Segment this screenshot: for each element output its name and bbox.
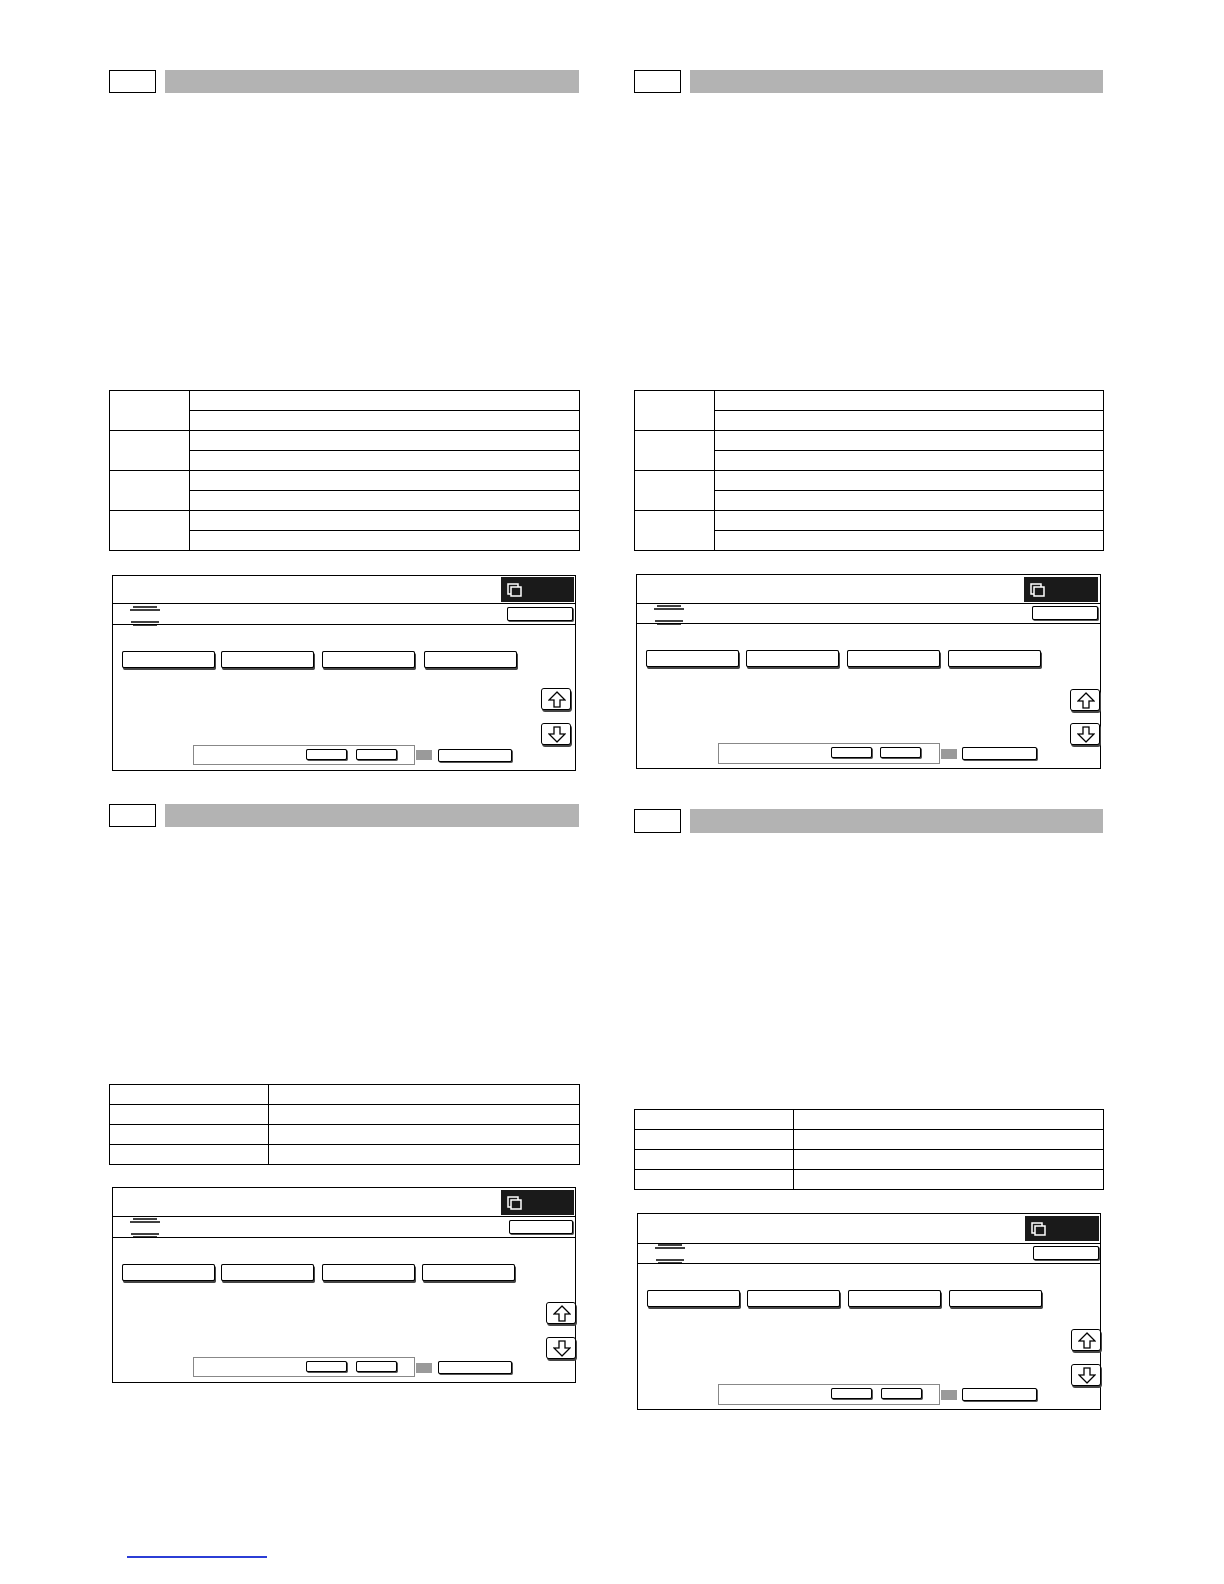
- table-cell: [269, 1085, 580, 1105]
- scroll-down-button[interactable]: [1071, 1364, 1101, 1386]
- tab-4[interactable]: [949, 1290, 1042, 1307]
- ok-button[interactable]: [509, 1220, 573, 1234]
- table-cell: [715, 391, 1104, 411]
- copy-mode-badge: [501, 577, 574, 602]
- simulation-screen: [112, 1187, 576, 1383]
- execute-button[interactable]: [962, 1388, 1037, 1401]
- execute-button[interactable]: [438, 1361, 512, 1374]
- tab-3[interactable]: [847, 650, 940, 667]
- increase-button[interactable]: [356, 1361, 397, 1372]
- settings-table: [109, 1084, 580, 1165]
- table-row: [110, 471, 580, 491]
- tab-1[interactable]: [122, 1264, 215, 1281]
- scroll-down-button[interactable]: [541, 723, 571, 745]
- arrow-up-icon: [1077, 692, 1095, 709]
- table-cell: [715, 491, 1104, 511]
- table-row: [635, 1110, 1104, 1130]
- decrease-button[interactable]: [831, 1388, 872, 1399]
- increase-button[interactable]: [881, 1388, 922, 1399]
- simulation-screen: [636, 574, 1101, 769]
- table-cell: [715, 531, 1104, 551]
- tab-4[interactable]: [422, 1264, 515, 1281]
- tab-4[interactable]: [424, 651, 517, 668]
- section-title-bar: [165, 804, 579, 827]
- section-code-box: [109, 70, 156, 93]
- table-cell: [110, 1145, 269, 1165]
- table-cell: [715, 471, 1104, 491]
- settings-table: [109, 390, 580, 551]
- copy-mode-badge: [1024, 577, 1098, 602]
- table-cell: [635, 1170, 794, 1190]
- connector-bar: [941, 1390, 957, 1400]
- copy-icon: [1030, 583, 1046, 597]
- connector-bar: [941, 749, 957, 759]
- table-cell: [635, 1110, 794, 1130]
- table-cell: [794, 1170, 1104, 1190]
- copy-mode-badge: [501, 1190, 574, 1215]
- table-cell: [715, 511, 1104, 531]
- tab-3[interactable]: [322, 1264, 415, 1281]
- table-row: [110, 1105, 580, 1125]
- increase-button[interactable]: [356, 749, 397, 760]
- table-cell: [635, 1130, 794, 1150]
- table-cell: [269, 1145, 580, 1165]
- scroll-up-button[interactable]: [546, 1302, 576, 1324]
- tab-3[interactable]: [322, 651, 415, 668]
- table-cell: [190, 471, 580, 491]
- table-cell: [794, 1150, 1104, 1170]
- table-row: [635, 511, 1104, 531]
- table-row: [635, 391, 1104, 411]
- tab-1[interactable]: [122, 651, 215, 668]
- footer-link[interactable]: [127, 1556, 267, 1558]
- tab-2[interactable]: [221, 651, 314, 668]
- decrease-button[interactable]: [306, 1361, 347, 1372]
- section-title-bar: [690, 809, 1103, 833]
- table-cell: [269, 1105, 580, 1125]
- table-row: [635, 471, 1104, 491]
- table-cell: [110, 391, 190, 431]
- execute-button[interactable]: [962, 747, 1037, 760]
- scroll-up-button[interactable]: [1070, 689, 1100, 711]
- table-cell: [110, 1125, 269, 1145]
- table-cell: [635, 471, 715, 511]
- tab-1[interactable]: [646, 650, 739, 667]
- copy-mode-badge: [1025, 1216, 1099, 1241]
- simulation-screen: [112, 575, 576, 771]
- table-cell: [190, 431, 580, 451]
- execute-button[interactable]: [438, 749, 512, 762]
- table-cell: [190, 411, 580, 431]
- table-row: [635, 1150, 1104, 1170]
- connector-bar: [416, 750, 432, 760]
- table-cell: [190, 451, 580, 471]
- table-row: [110, 1085, 580, 1105]
- table-cell: [635, 391, 715, 431]
- simulation-screen: [637, 1213, 1101, 1410]
- table-row: [110, 391, 580, 411]
- tab-4[interactable]: [948, 650, 1041, 667]
- table-cell: [190, 491, 580, 511]
- tab-2[interactable]: [746, 650, 839, 667]
- table-cell: [635, 511, 715, 551]
- arrow-down-icon: [553, 1340, 571, 1357]
- table-row: [635, 1130, 1104, 1150]
- table-row: [110, 1125, 580, 1145]
- section-code-box: [634, 809, 681, 833]
- table-cell: [715, 411, 1104, 431]
- table-cell: [110, 511, 190, 551]
- settings-table: [634, 390, 1104, 551]
- table-cell: [190, 531, 580, 551]
- table-cell: [110, 431, 190, 471]
- arrow-up-icon: [1078, 1332, 1096, 1349]
- table-row: [635, 1170, 1104, 1190]
- decrease-button[interactable]: [306, 749, 347, 760]
- table-cell: [794, 1130, 1104, 1150]
- table-cell: [715, 431, 1104, 451]
- section-title-bar: [165, 70, 579, 93]
- ok-button[interactable]: [1033, 1246, 1099, 1260]
- table-row: [110, 511, 580, 531]
- scroll-down-button[interactable]: [546, 1337, 576, 1359]
- scroll-up-button[interactable]: [541, 688, 571, 710]
- connector-bar: [416, 1363, 432, 1373]
- tab-2[interactable]: [221, 1264, 314, 1281]
- table-cell: [269, 1125, 580, 1145]
- table-row: [110, 1145, 580, 1165]
- copy-icon: [507, 583, 523, 597]
- decrease-button[interactable]: [831, 747, 872, 758]
- settings-table: [634, 1109, 1104, 1190]
- table-cell: [715, 451, 1104, 471]
- tab-3[interactable]: [848, 1290, 941, 1307]
- scroll-up-button[interactable]: [1071, 1329, 1101, 1351]
- table-cell: [110, 1085, 269, 1105]
- copy-icon: [507, 1196, 523, 1210]
- scroll-down-button[interactable]: [1070, 723, 1100, 745]
- arrow-down-icon: [548, 726, 566, 743]
- ok-button[interactable]: [1032, 606, 1098, 620]
- copy-icon: [1031, 1222, 1047, 1236]
- section-code-box: [634, 70, 681, 93]
- arrow-down-icon: [1077, 726, 1095, 743]
- table-cell: [635, 1150, 794, 1170]
- ok-button[interactable]: [507, 607, 573, 621]
- table-cell: [110, 471, 190, 511]
- arrow-up-icon: [548, 691, 566, 708]
- tab-1[interactable]: [647, 1290, 740, 1307]
- section-code-box: [109, 804, 156, 827]
- table-cell: [635, 431, 715, 471]
- table-cell: [110, 1105, 269, 1125]
- section-title-bar: [690, 70, 1103, 93]
- tab-2[interactable]: [747, 1290, 840, 1307]
- table-cell: [190, 391, 580, 411]
- table-cell: [794, 1110, 1104, 1130]
- increase-button[interactable]: [880, 747, 921, 758]
- arrow-down-icon: [1078, 1367, 1096, 1384]
- table-row: [110, 431, 580, 451]
- arrow-up-icon: [553, 1305, 571, 1322]
- table-cell: [190, 511, 580, 531]
- table-row: [635, 431, 1104, 451]
